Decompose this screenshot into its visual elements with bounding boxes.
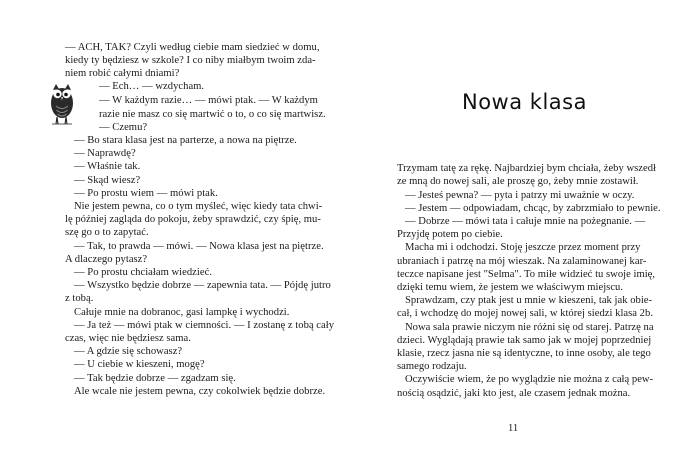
- text-line: Całuje mnie na dobranoc, gasi lampkę i wychodzi.: [74, 307, 290, 318]
- text-line: Oczywiście wiem, że po wyglądzie nie można z całą pew-: [405, 374, 654, 385]
- text-line: — U ciebie w kieszeni, mogę?: [74, 359, 205, 370]
- text-line: — W każdym razie… — mówi ptak. — W każdym: [99, 95, 318, 106]
- text-line: — Ja też — mówi ptak w ciemności. — I zostanę z tobą cały: [74, 320, 335, 331]
- text-line: — Właśnie tak.: [74, 161, 141, 172]
- text-line: klasie, rzecz jasna nie są identyczne, to inne osoby, ale tego: [397, 348, 651, 359]
- text-line: — Jestem — odpowiadam, chcąc, by zabrzmiało to pewnie.: [405, 203, 661, 214]
- text-line: Przyjdę potem po ciebie.: [397, 229, 503, 240]
- text-line: cał, i wchodzę do mojej nowej sali, w której siedzi klasa 2b.: [397, 308, 653, 319]
- text-line: szę go o to zapytać.: [65, 227, 149, 238]
- text-line: — Dobrze — mówi tata i całuje mnie na pożegnanie. —: [405, 216, 646, 227]
- owl-icon: [44, 78, 80, 126]
- text-line: ze mną do nowej sali, ale proszę go, żeby mnie zostawił.: [397, 176, 639, 187]
- text-line: z tobą.: [65, 293, 94, 304]
- chapter-title: Nowa klasa: [462, 90, 587, 114]
- text-line: Sprawdzam, czy ptak jest u mnie w kieszeni, tak jak obie-: [405, 295, 653, 306]
- text-line: niem robić całymi dniami?: [65, 68, 180, 79]
- text-line: Nie jestem pewna, co o tym myśleć, więc kiedy tata chwi-: [74, 201, 323, 212]
- text-line: nością osądzić, jaki kto jest, ale czasem jednak można.: [397, 388, 631, 399]
- text-line: A dlaczego pytasz?: [65, 254, 148, 265]
- text-line: — Wszystko będzie dobrze — zapewnia tata. — Pójdę jutro: [74, 280, 331, 291]
- page-number: 11: [508, 423, 519, 434]
- text-line: — Tak, to prawda — mówi. — Nowa klasa jest na piętrze.: [74, 241, 324, 252]
- text-line: razie nie masz co się martwić o to, o co się martwisz.: [99, 109, 326, 120]
- text-line: — Tak będzie dobrze — zgadzam się.: [74, 373, 236, 384]
- text-line: kiedy ty będziesz w szkole? I co niby miałbym twoim zda-: [65, 55, 316, 66]
- text-line: teczce napisane jest "Selma". To miłe widzieć tu swoje imię,: [397, 269, 656, 280]
- text-line: — Jesteś pewna? — pyta i patrzy mi uważnie w oczy.: [405, 190, 635, 201]
- text-line: — Naprawdę?: [74, 148, 136, 159]
- text-line: — Czemu?: [99, 122, 148, 133]
- text-line: dzięki temu wiem, że jestem we właściwym miejscu.: [397, 282, 624, 293]
- text-line: — Bo stara klasa jest na parterze, a nowa na piętrze.: [74, 135, 297, 146]
- text-line: lę później zagląda do pokoju, żeby sprawdzić, czy śpię, mu-: [65, 214, 321, 225]
- text-line: — A gdzie się schowasz?: [74, 346, 183, 357]
- text-line: dzieci. Wyglądają prawie tak samo jak w mojej poprzedniej: [397, 335, 652, 346]
- text-line: Nowa sala prawie niczym nie różni się od starej. Patrzę na: [405, 322, 654, 333]
- text-line: Ale wcale nie jestem pewna, czy cokolwiek będzie dobrze.: [74, 386, 326, 397]
- text-line: Macha mi i odchodzi. Stoję jeszcze przez moment przy: [405, 242, 641, 253]
- text-line: Trzymam tatę za rękę. Najbardziej bym chciała, żeby wszedł: [397, 163, 657, 174]
- text-line: — Skąd wiesz?: [74, 175, 141, 186]
- text-line: ubraniach i patrzę na mój wieszak. Na zalaminowanej kar-: [397, 256, 647, 267]
- text-line: samego rodzaju.: [397, 361, 467, 372]
- text-line: — Ech… — wzdycham.: [99, 81, 205, 92]
- text-line: — ACH, TAK? Czyli według ciebie mam siedzieć w domu,: [65, 42, 320, 53]
- text-line: — Po prostu wiem — mówi ptak.: [74, 188, 218, 199]
- text-line: czas, więc nie będziesz sama.: [65, 333, 191, 344]
- text-line: — Po prostu chciałam wiedzieć.: [74, 267, 212, 278]
